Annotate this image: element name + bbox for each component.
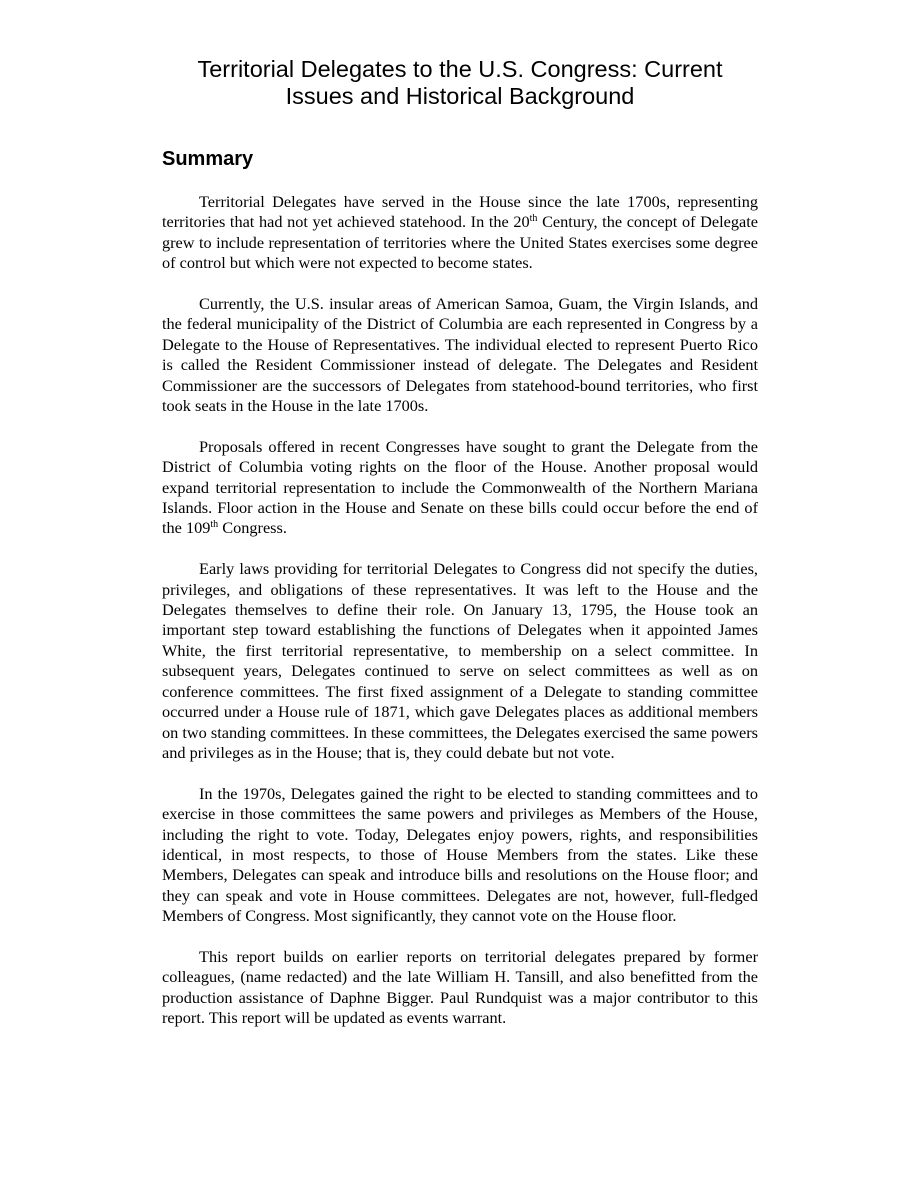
- section-heading-summary: Summary: [162, 148, 254, 170]
- paragraph-2: Currently, the U.S. insular areas of American Samoa, Guam, the Virgin Islands, and the federal municipality of the District of Columbia are each represented in Congress by a Delegate to the House of Representatives. The individual elected to represent Puerto Rico is called the Resident Commissioner instead of delegate. The Delegates and Resident Commissioner are the successors of Delegates from statehood-bound territories, who first took seats in the House in the late 1700s.: [162, 294, 758, 416]
- paragraph-1: Territorial Delegates have served in the House since the late 1700s, representing territories that had not yet achieved statehood. In the 20th Century, the concept of Delegate grew to include representation of territories where the United States exercises some degree of control but which were not expected to become states.: [162, 192, 758, 273]
- paragraph-3: Proposals offered in recent Congresses have sought to grant the Delegate from the District of Columbia voting rights on the floor of the House. Another proposal would expand territorial representation to include the Commonwealth of the Northern Mariana Islands. Floor action in the House and Senate on these bills could occur before the end of the 109th Congress.: [162, 436, 758, 538]
- superscript: th: [529, 213, 538, 225]
- paragraph-6: This report builds on earlier reports on territorial delegates prepared by former colleagues, (name redacted) and the late William H. Tansill, and also benefitted from the production assistance of Daphne Bigger. Paul Rundquist was a major contributor to this report. This report will be updated as events warrant.: [162, 946, 758, 1028]
- title-line-2: Issues and Historical Background: [285, 83, 635, 109]
- summary-body: [162, 192, 758, 1029]
- superscript: th: [210, 519, 219, 531]
- paragraph-5: In the 1970s, Delegates gained the right to be elected to standing committees and to exercise in those committees the same powers and privileges as Members of the House, including the right to vote. Today, Delegates enjoy powers, rights, and responsibilities identical, in most respects, to those of House Members from the states. Like these Members, Delegates can speak and introduce bills and resolutions on the House floor; and they can speak and vote in House committees. Delegates are not, however, full-fledged Members of Congress. Most significantly, they cannot vote on the House floor.: [162, 783, 758, 926]
- document-page: [162, 56, 758, 1049]
- paragraph-4: Early laws providing for territorial Delegates to Congress did not specify the duties, privileges, and obligations of these representatives. It was left to the House and the Delegates themselves to define their role. On January 13, 1795, the House took an important step toward establishing the functions of Delegates when it appointed James White, the first territorial representative, to membership on a select committee. In subsequent years, Delegates continued to serve on select committees as well as on conference committees. The first fixed assignment of a Delegate to standing committee occurred under a House rule of 1871, which gave Delegates places as additional members on two standing committees. In these committees, the Delegates exercised the same powers and privileges as in the House; that is, they could debate but not vote.: [162, 559, 758, 762]
- document-title: [162, 56, 758, 110]
- title-line-1: Territorial Delegates to the U.S. Congress: Current: [197, 56, 723, 82]
